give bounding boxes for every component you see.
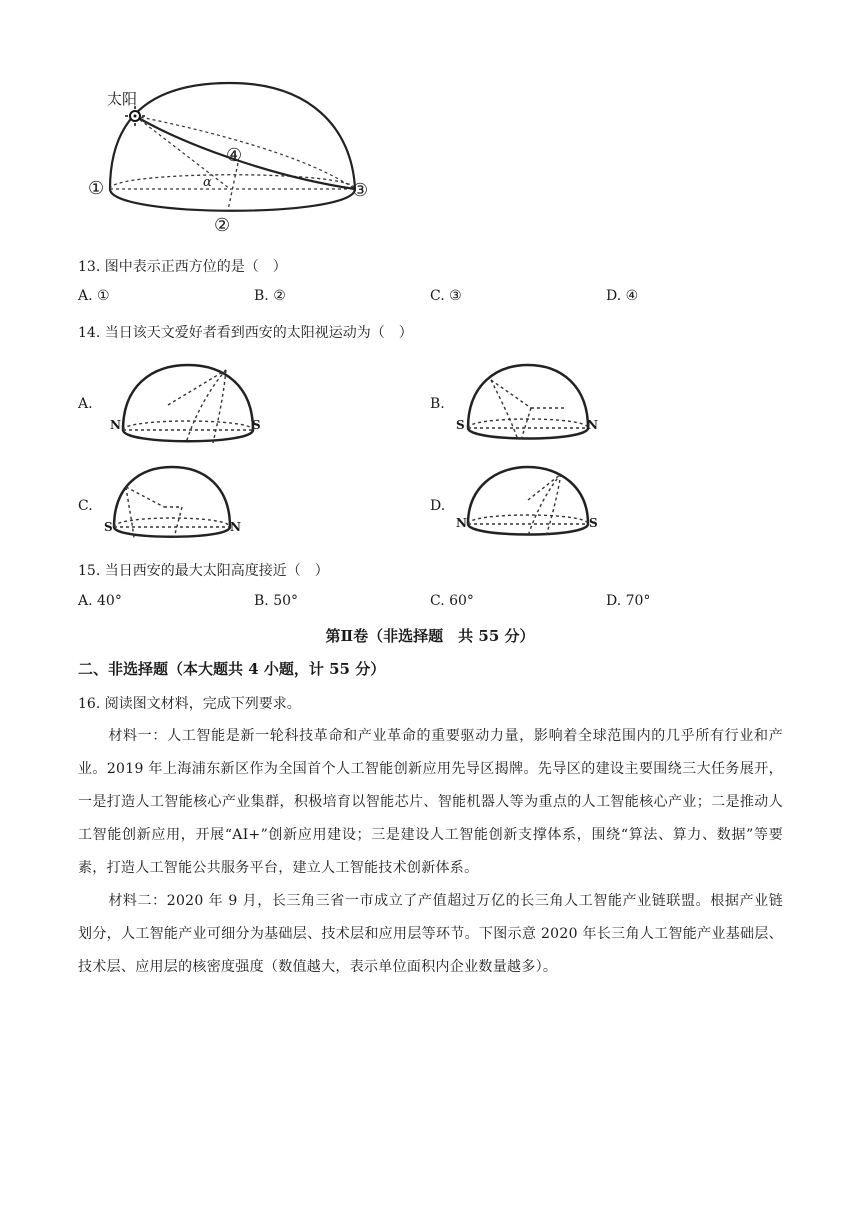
q16-stem: 16. 阅读图文材料，完成下列要求。 xyxy=(78,696,301,712)
q16-material-2: 材料二：2020 年 9 月，长三角三省一市成立了产值超过万亿的长三角人工智能产业链联盟。根据产业链划分，人工智能产业可细分为基础层、技术层和应用层等环节。下图示意 2020 年长三角人工智能产业基础层、技术层、应用层的核密度强度（数值越大，表示单位面积内企业数量越多）。 xyxy=(78,893,783,975)
q14-c-left-dir: S xyxy=(104,520,113,534)
q14-option-b-letter: B. xyxy=(430,396,445,412)
q16-material-2-paragraph xyxy=(78,885,783,984)
q13-option-a: A. ① xyxy=(78,288,110,304)
angle-label: α xyxy=(203,175,212,190)
q16-material-1-paragraph xyxy=(78,720,783,885)
q14-option-c-letter: C. xyxy=(78,498,93,514)
section2-title: 二、非选择题（本大题共 4 小题，计 55 分） xyxy=(78,660,386,678)
q14-d-right-dir: S xyxy=(589,516,598,530)
point-3-label: ③ xyxy=(352,180,369,201)
q13-option-d: D. ④ xyxy=(606,288,639,304)
q15-option-b: B. 50° xyxy=(254,593,299,609)
part2-title: 第Ⅱ卷（非选择题 共 55 分） xyxy=(325,627,535,645)
q14-option-a-figure xyxy=(108,360,268,450)
q14-option-a-letter: A. xyxy=(78,396,93,412)
q14-option-d-letter: D. xyxy=(430,498,446,514)
q14-a-right-dir: S xyxy=(252,418,261,432)
q13-option-c: C. ③ xyxy=(430,288,462,304)
point-2-label: ② xyxy=(214,215,231,236)
q14-option-b-figure xyxy=(456,360,601,450)
q15-option-a: A. 40° xyxy=(78,593,122,609)
q14-option-d-figure xyxy=(456,462,601,547)
q14-b-right-dir: N xyxy=(587,418,598,432)
q14-a-left-dir: N xyxy=(110,418,121,432)
q14-option-c-figure xyxy=(104,462,244,547)
point-4-label: ④ xyxy=(226,145,243,166)
q13-stem: 13. 图中表示正西方位的是（ ） xyxy=(78,259,287,275)
q14-d-left-dir: N xyxy=(456,516,467,530)
q14-stem: 14. 当日该天文爱好者看到西安的太阳视运动为（ ） xyxy=(78,325,413,341)
q15-option-c: C. 60° xyxy=(430,593,474,609)
sun-label: 太阳 xyxy=(107,90,138,108)
q15-option-d: D. 70° xyxy=(606,593,651,609)
q14-c-right-dir: N xyxy=(230,520,241,534)
point-1-label: ① xyxy=(88,178,105,199)
q14-b-left-dir: S xyxy=(456,418,465,432)
q15-stem: 15. 当日西安的最大太阳高度接近（ ） xyxy=(78,563,329,579)
q13-option-b: B. ② xyxy=(254,288,286,304)
q16-material-1: 材料一：人工智能是新一轮科技革命和产业革命的重要驱动力量，影响着全球范围内的几乎所有行业和产业。2019 年上海浦东新区作为全国首个人工智能创新应用先导区揭牌。先导区的建设主要围绕三大任务展开，一是打造人工智能核心产业集群，积极培育以智能芯片、智能机器人等为重点的人工智能核心产业；二是推动人工智能创新应用，开展“AI+”创新应用建设；三是建设人工智能创新支撑体系，围绕“算法、算力、数据”等要素，打造人工智能公共服务平台，建立人工智能技术创新体系。 xyxy=(78,728,783,876)
